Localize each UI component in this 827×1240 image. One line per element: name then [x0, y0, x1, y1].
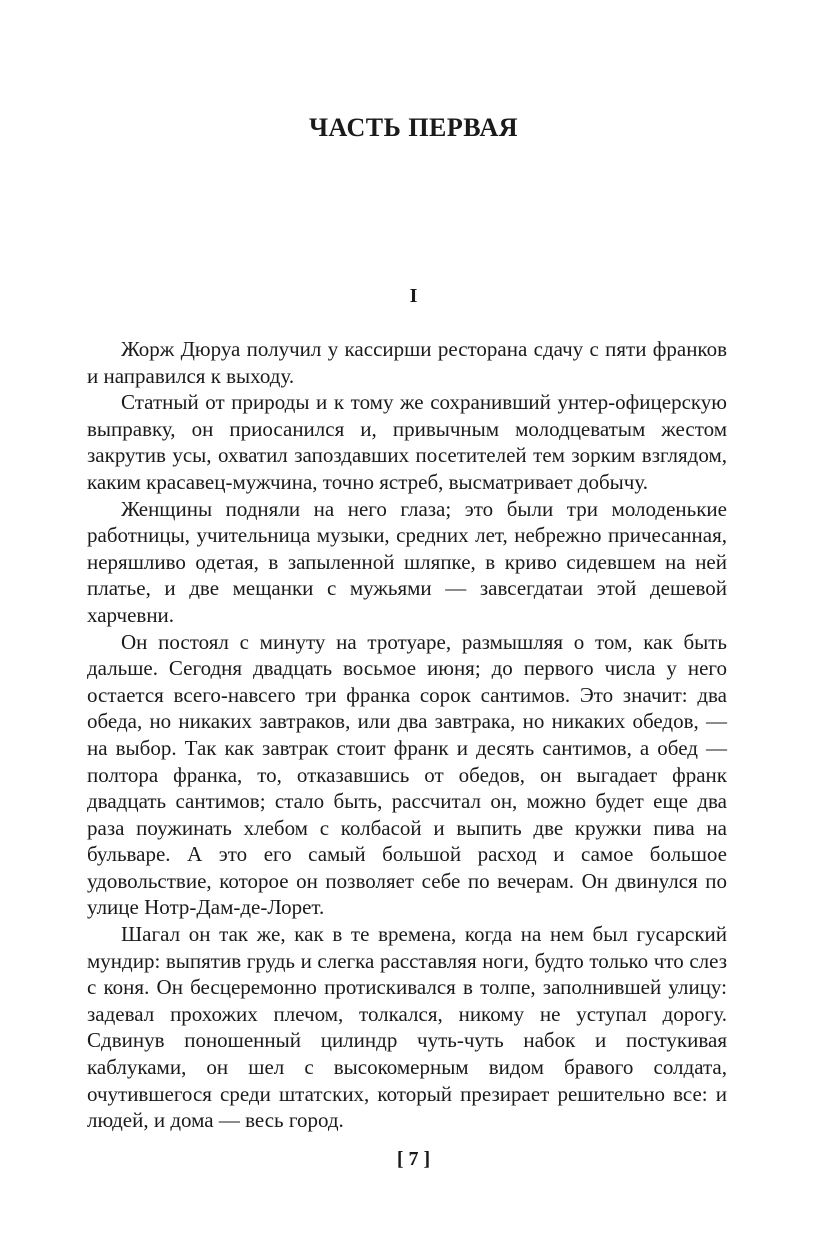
paragraph: Статный от природы и к тому же сохранивший унтер-офицерскую выправку, он приосанился и, привычным молодцеватым жестом закрутив усы, охватил запоздавших посетителей тем зорким взглядом, каким красавец-мужчина, точно ястреб, высматривает добычу. [87, 390, 727, 494]
body-text [87, 336, 727, 1134]
paragraph: Жорж Дюруа получил у кассирши ресторана сдачу с пяти франков и направился к выходу. [87, 337, 727, 388]
paragraph: Женщины подняли на него глаза; это были три молоденькие работницы, учительница музыки, средних лет, небрежно причесанная, неряшливо одетая, в запыленной шляпке, в криво сидевшем на ней платье, и две мещанки с мужьями — завсегдатаи этой дешевой харчевни. [87, 496, 727, 627]
paragraph: Он постоял с минуту на тротуаре, размышляя о том, как быть дальше. Сегодня двадцать восьмое июня; до первого числа у него остается всего-навсего три франка сорок сантимов. Это значит: два обеда, но никаких завтраков, или два завтрака, но никаких обедов, — на выбор. Так как завтрак стоит франк и десять сантимов, а обед — полтора франка, то, отказавшись от обедов, он выгадает франк двадцать сантимов; стало быть, рассчитал он, можно будет еще два раза поужинать хлебом с колбасой и выпить две кружки пива на бульваре. А это его самый большой расход и самое большое удовольствие, которое он позволяет себе по вечерам. Он двинулся по улице Нотр-Дам-де-Лорет. [87, 629, 727, 920]
chapter-number: I [409, 285, 418, 307]
part-title: ЧАСТЬ ПЕРВАЯ [308, 113, 519, 142]
paragraph: Шагал он так же, как в те времена, когда на нем был гусарский мундир: выпятив грудь и слегка расставляя ноги, будто только что слез с коня. Он бесцеремонно протискивался в толпе, заполнившей улицу: задевал прохожих плечом, толкался, никому не уступал дорогу. Сдвинув поношенный цилиндр чуть-чуть набок и постукивая каблуками, он шел с высокомерным видом бравого солдата, очутившегося среди штатских, который презирает решительно все: и людей, и дома — весь город. [87, 922, 727, 1133]
page-number: [ 7 ] [396, 1148, 431, 1170]
